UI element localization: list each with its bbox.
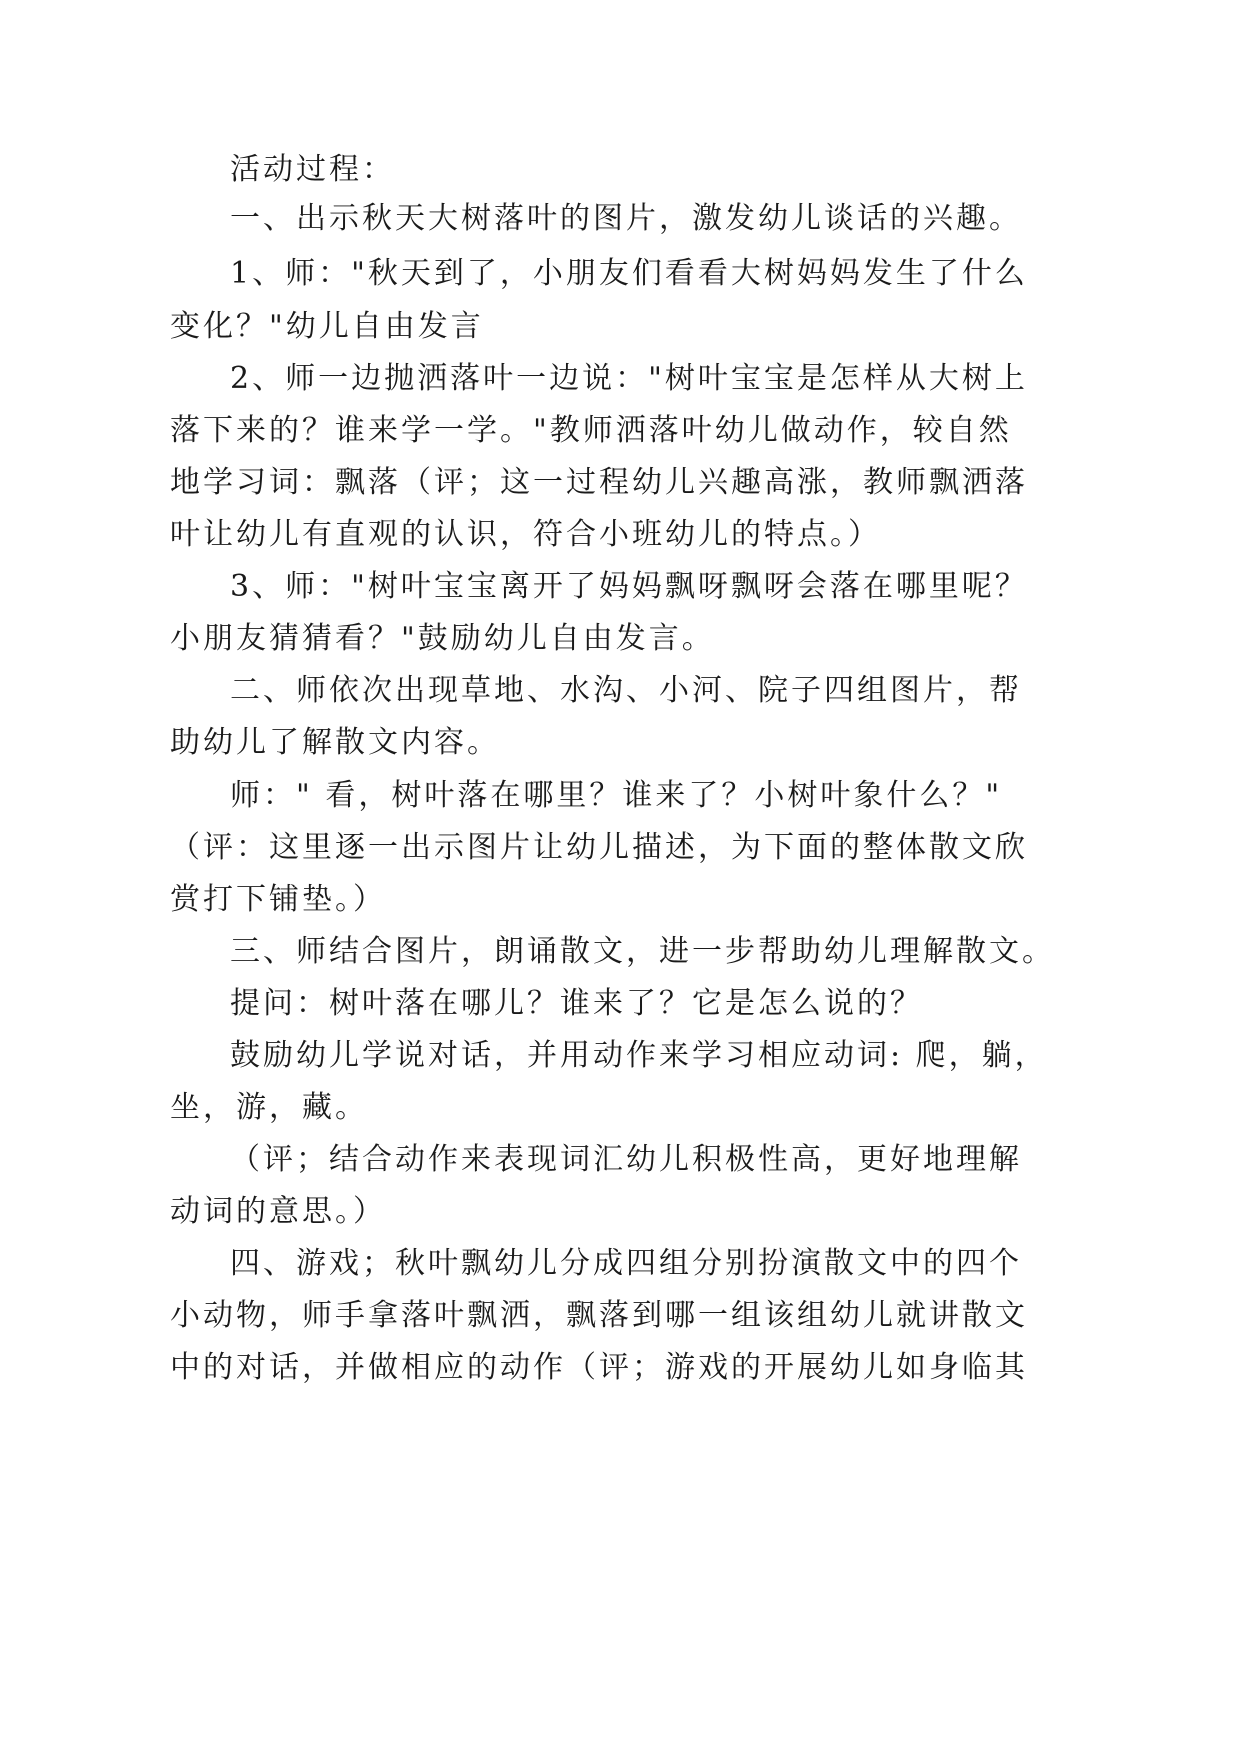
text-line: 地学习词：飘落（评；这一过程幼儿兴趣高涨，教师飘洒落 [170, 465, 1028, 500]
text-line: 鼓励幼儿学说对话，并用动作来学习相应动词: 爬，躺， [230, 1038, 1048, 1073]
text-line: 动词的意思。） [170, 1194, 386, 1229]
text-line: 四、游戏；秋叶飘幼儿分成四组分别扮演散文中的四个 [230, 1246, 1022, 1281]
text-line: 小朋友猜猜看？"鼓励幼儿自由发言。 [170, 621, 715, 656]
text-line: 赏打下铺垫。） [170, 882, 386, 917]
text-line: 二、师依次出现草地、水沟、小河、院子四组图片，帮 [230, 673, 1022, 708]
text-line: 一、出示秋天大树落叶的图片，激发幼儿谈话的兴趣。 [230, 201, 1022, 236]
text-line: 1、师："秋天到了，小朋友们看看大树妈妈发生了什么 [230, 256, 1028, 291]
text-line: 活动过程： [230, 152, 395, 187]
text-line: 3、师："树叶宝宝离开了妈妈飘呀飘呀会落在哪里呢？ [230, 569, 1028, 604]
text-line: 师：" 看，树叶落在哪里？谁来了？小树叶象什么？" [230, 778, 1003, 813]
text-line: 三、师结合图片，朗诵散文，进一步帮助幼儿理解散文。 [230, 934, 1055, 969]
text-line: 叶让幼儿有直观的认识，符合小班幼儿的特点。） [170, 517, 881, 552]
text-line: （评；结合动作来表现词汇幼儿积极性高，更好地理解 [230, 1142, 1022, 1177]
text-line: 变化？"幼儿自由发言 [170, 309, 484, 344]
text-line: 小动物，师手拿落叶飘洒，飘落到哪一组该组幼儿就讲散文 [170, 1298, 1028, 1333]
text-line: 2、师一边抛洒落叶一边说："树叶宝宝是怎样从大树上 [230, 361, 1028, 396]
text-line: （评：这里逐一出示图片让幼儿描述，为下面的整体散文欣 [170, 830, 1028, 865]
text-line: 助幼儿了解散文内容。 [170, 725, 500, 760]
text-line: 提问：树叶落在哪儿？谁来了？它是怎么说的？ [230, 986, 923, 1021]
text-line: 落下来的？谁来学一学。"教师洒落叶幼儿做动作，较自然 [170, 413, 1012, 448]
text-line: 中的对话，并做相应的动作（评；游戏的开展幼儿如身临其 [170, 1350, 1028, 1385]
text-line: 坐，游，藏。 [170, 1090, 368, 1125]
